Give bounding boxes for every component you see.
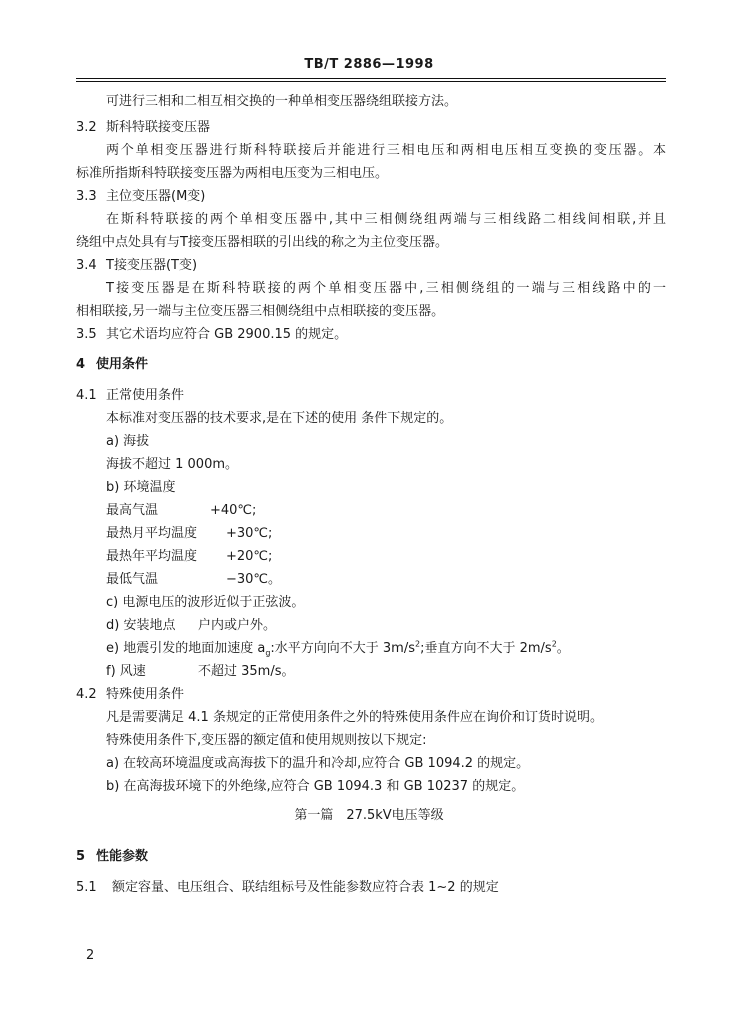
subscript: g (265, 648, 271, 658)
text: 。 (556, 641, 570, 656)
list-item: b) 环境温度 (106, 480, 176, 495)
paragraph: 额定容量、电压组合、联结组标号及性能参数应符合表 1~2 的规定 (112, 880, 499, 895)
clause-number: 3.5 (76, 327, 97, 342)
list-item: a) 在较高环境温度或高海拔下的温升和冷却,应符合 GB 1094.2 的规定。 (106, 756, 530, 771)
clause-number: 3.3 (76, 189, 97, 204)
clause-number: 4.2 (76, 687, 97, 702)
header-rule (76, 81, 666, 82)
temperature-value: +40℃; (210, 503, 257, 518)
paragraph: 在斯科特联接的两个单相变压器中,其中三相侧绕组两端与三相线路二相线间相联,并且 (106, 212, 666, 227)
clause-title: 主位变压器(M变) (106, 189, 206, 204)
list-item-label: f) 风速 (106, 664, 146, 679)
list-item-value: 不超过 35m/s。 (198, 664, 295, 679)
paragraph: 海拔不超过 1 000m。 (106, 457, 239, 472)
clause-title: 特殊使用条件 (106, 687, 185, 702)
paragraph: 可进行三相和二相互相交换的一种单相变压器绕组联接方法。 (106, 94, 458, 109)
paragraph: 特殊使用条件下,变压器的额定值和使用规则按以下规定: (106, 733, 427, 748)
section-title: 使用条件 (96, 357, 149, 372)
text: e) 地震引发的地面加速度 a (106, 641, 266, 656)
section-number: 4 (76, 357, 86, 372)
paragraph: 凡是需要满足 4.1 条规定的正常使用条件之外的特殊使用条件应在询价和订货时说明。 (106, 710, 603, 725)
temperature-label: 最低气温 (106, 572, 159, 587)
paragraph: 其它术语均应符合 GB 2900.15 的规定。 (106, 327, 348, 342)
list-item (106, 641, 570, 657)
header-rule (76, 78, 666, 79)
clause-number: 3.4 (76, 258, 97, 273)
superscript: 2 (415, 639, 421, 649)
text: ;垂直方向不大于 2m/s (420, 641, 552, 656)
section-number: 5 (76, 849, 86, 864)
list-item-label: d) 安装地点 (106, 618, 176, 633)
superscript: 2 (551, 639, 557, 649)
list-item-value: 户内或户外。 (198, 618, 277, 633)
temperature-value: +20℃; (226, 549, 273, 564)
paragraph: 两个单相变压器进行斯科特联接后并能进行三相电压和两相电压相互变换的变压器。本 (106, 143, 666, 158)
temperature-label: 最热月平均温度 (106, 526, 198, 541)
temperature-value: +30℃; (226, 526, 273, 541)
temperature-label: 最热年平均温度 (106, 549, 198, 564)
paragraph: 标准所指斯科特联接变压器为两相电压变为三相电压。 (76, 166, 389, 181)
clause-number: 4.1 (76, 388, 97, 403)
clause-title: 正常使用条件 (106, 388, 185, 403)
paragraph: 本标准对变压器的技术要求,是在下述的使用 条件下规定的。 (106, 411, 453, 426)
paragraph: 相相联接,另一端与主位变压器三相侧绕组中点相联接的变压器。 (76, 304, 445, 319)
part-heading: 第一篇 27.5kV电压等级 (294, 808, 444, 823)
list-item: a) 海拔 (106, 434, 150, 449)
paragraph: 绕组中点处具有与T接变压器相联的引出线的称之为主位变压器。 (76, 235, 448, 250)
clause-title: 斯科特联接变压器 (106, 120, 211, 135)
temperature-value: −30℃。 (226, 572, 282, 587)
clause-title: T接变压器(T变) (106, 258, 198, 273)
text: :水平方向向不大于 3m/s (270, 641, 415, 656)
page-number: 2 (86, 948, 95, 963)
temperature-label: 最高气温 (106, 503, 159, 518)
list-item: c) 电源电压的波形近似于正弦波。 (106, 595, 305, 610)
paragraph: T接变压器是在斯科特联接的两个单相变压器中,三相侧绕组的一端与三相线路中的一 (106, 281, 666, 296)
section-title: 性能参数 (96, 849, 149, 864)
list-item: b) 在高海拔环境下的外绝缘,应符合 GB 1094.3 和 GB 10237 的规定。 (106, 779, 525, 794)
standard-code: TB/T 2886—1998 (304, 57, 434, 72)
clause-number: 3.2 (76, 120, 97, 135)
clause-number: 5.1 (76, 880, 97, 895)
